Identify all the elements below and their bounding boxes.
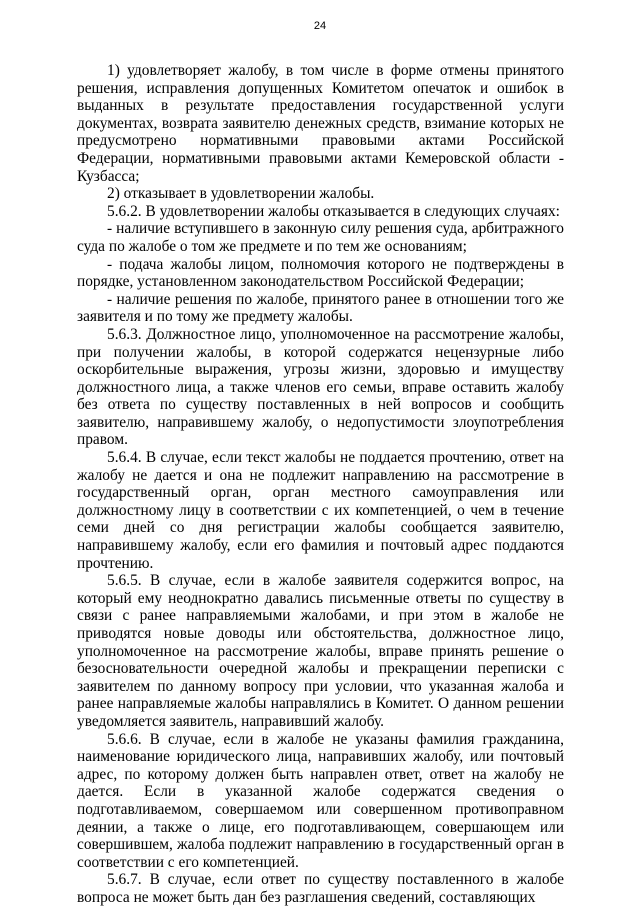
- paragraph-5-6-7: 5.6.7. В случае, если ответ по существу поставленного в жалобе вопроса не может быть дан без разглашения сведений, составляющих: [77, 871, 564, 906]
- paragraph-satisfies-complaint: 1) удовлетворяет жалобу, в том числе в форме отмены принятого решения, исправления допущенных Комитетом опечаток и ошибок в выданных в результате предоставления государственной услуги документах, возврата заявителю денежных средств, взимание которых не предусмотрено нормативными правовыми актами Российской Федерации, нормативными правовыми актами Кемеровской области - Кузбасса;: [77, 62, 564, 185]
- paragraph-5-6-5: 5.6.5. В случае, если в жалобе заявителя содержится вопрос, на который ему неоднократно давались письменные ответы по существу в связи с ранее направляемыми жалобами, и при этом в жалобе не приводятся новые доводы или обстоятельства, должностное лицо, уполномоченное на рассмотрение жалобы, вправе принять решение о безосновательности очередной жалобы и прекращении переписки с заявителем по данному вопросу при условии, что указанная жалоба и ранее направляемые жалобы направлялись в Комитет. О данном решении уведомляется заявитель, направивший жалобу.: [77, 572, 564, 730]
- paragraph-refuses-complaint: 2) отказывает в удовлетворении жалобы.: [107, 185, 375, 203]
- paragraph-5-6-2: 5.6.2. В удовлетворении жалобы отказывается в следующих случаях:: [107, 202, 560, 220]
- paragraph-5-6-6: 5.6.6. В случае, если в жалобе не указаны фамилия гражданина, наименование юридического лица, направивших жалобу, или почтовый адрес, по которому должен быть направлен ответ, ответ на жалобу не дается. Если в указанной жалобе содержатся сведения о подготавливаемом, совершаемом или совершенном противоправном деянии, а также о лице, его подготавливающем, совершающем или совершившем, жалоба подлежит направлению в государственный орган в соответствии с его компетенцией.: [77, 730, 564, 871]
- document-body: [77, 62, 564, 907]
- page-number: 24: [313, 20, 327, 32]
- list-item-court-decision: - наличие вступившего в законную силу решения суда, арбитражного суда по жалобе о том же предмете и по тем же основаниям;: [77, 220, 564, 255]
- list-item-unconfirmed-authority: - подача жалобы лицом, полномочия которого не подтверждены в порядке, установленном законодательством Российской Федерации;: [77, 255, 564, 291]
- paragraph-5-6-3: 5.6.3. Должностное лицо, уполномоченное на рассмотрение жалобы, при получении жалобы, в которой содержатся нецензурные либо оскорбительные выражения, угрозы жизни, здоровью и имуществу должностного лица, а также членов его семьи, вправе оставить жалобу без ответа по существу поставленных в ней вопросов и сообщить заявителю, направившему жалобу, о недопустимости злоупотребления правом.: [77, 325, 564, 449]
- list-item-prior-decision: - наличие решения по жалобе, принятого ранее в отношении того же заявителя и по тому же предмету жалобы.: [77, 290, 564, 326]
- paragraph-5-6-4: 5.6.4. В случае, если текст жалобы не поддается прочтению, ответ на жалобу не дается и она не подлежит направлению на рассмотрение в государственный орган, орган местного самоуправления или должностному лицу в соответствии с их компетенцией, о чем в течение семи дней со дня регистрации жалобы сообщается заявителю, направившему жалобу, если его фамилия и почтовый адрес поддаются прочтению.: [77, 449, 564, 572]
